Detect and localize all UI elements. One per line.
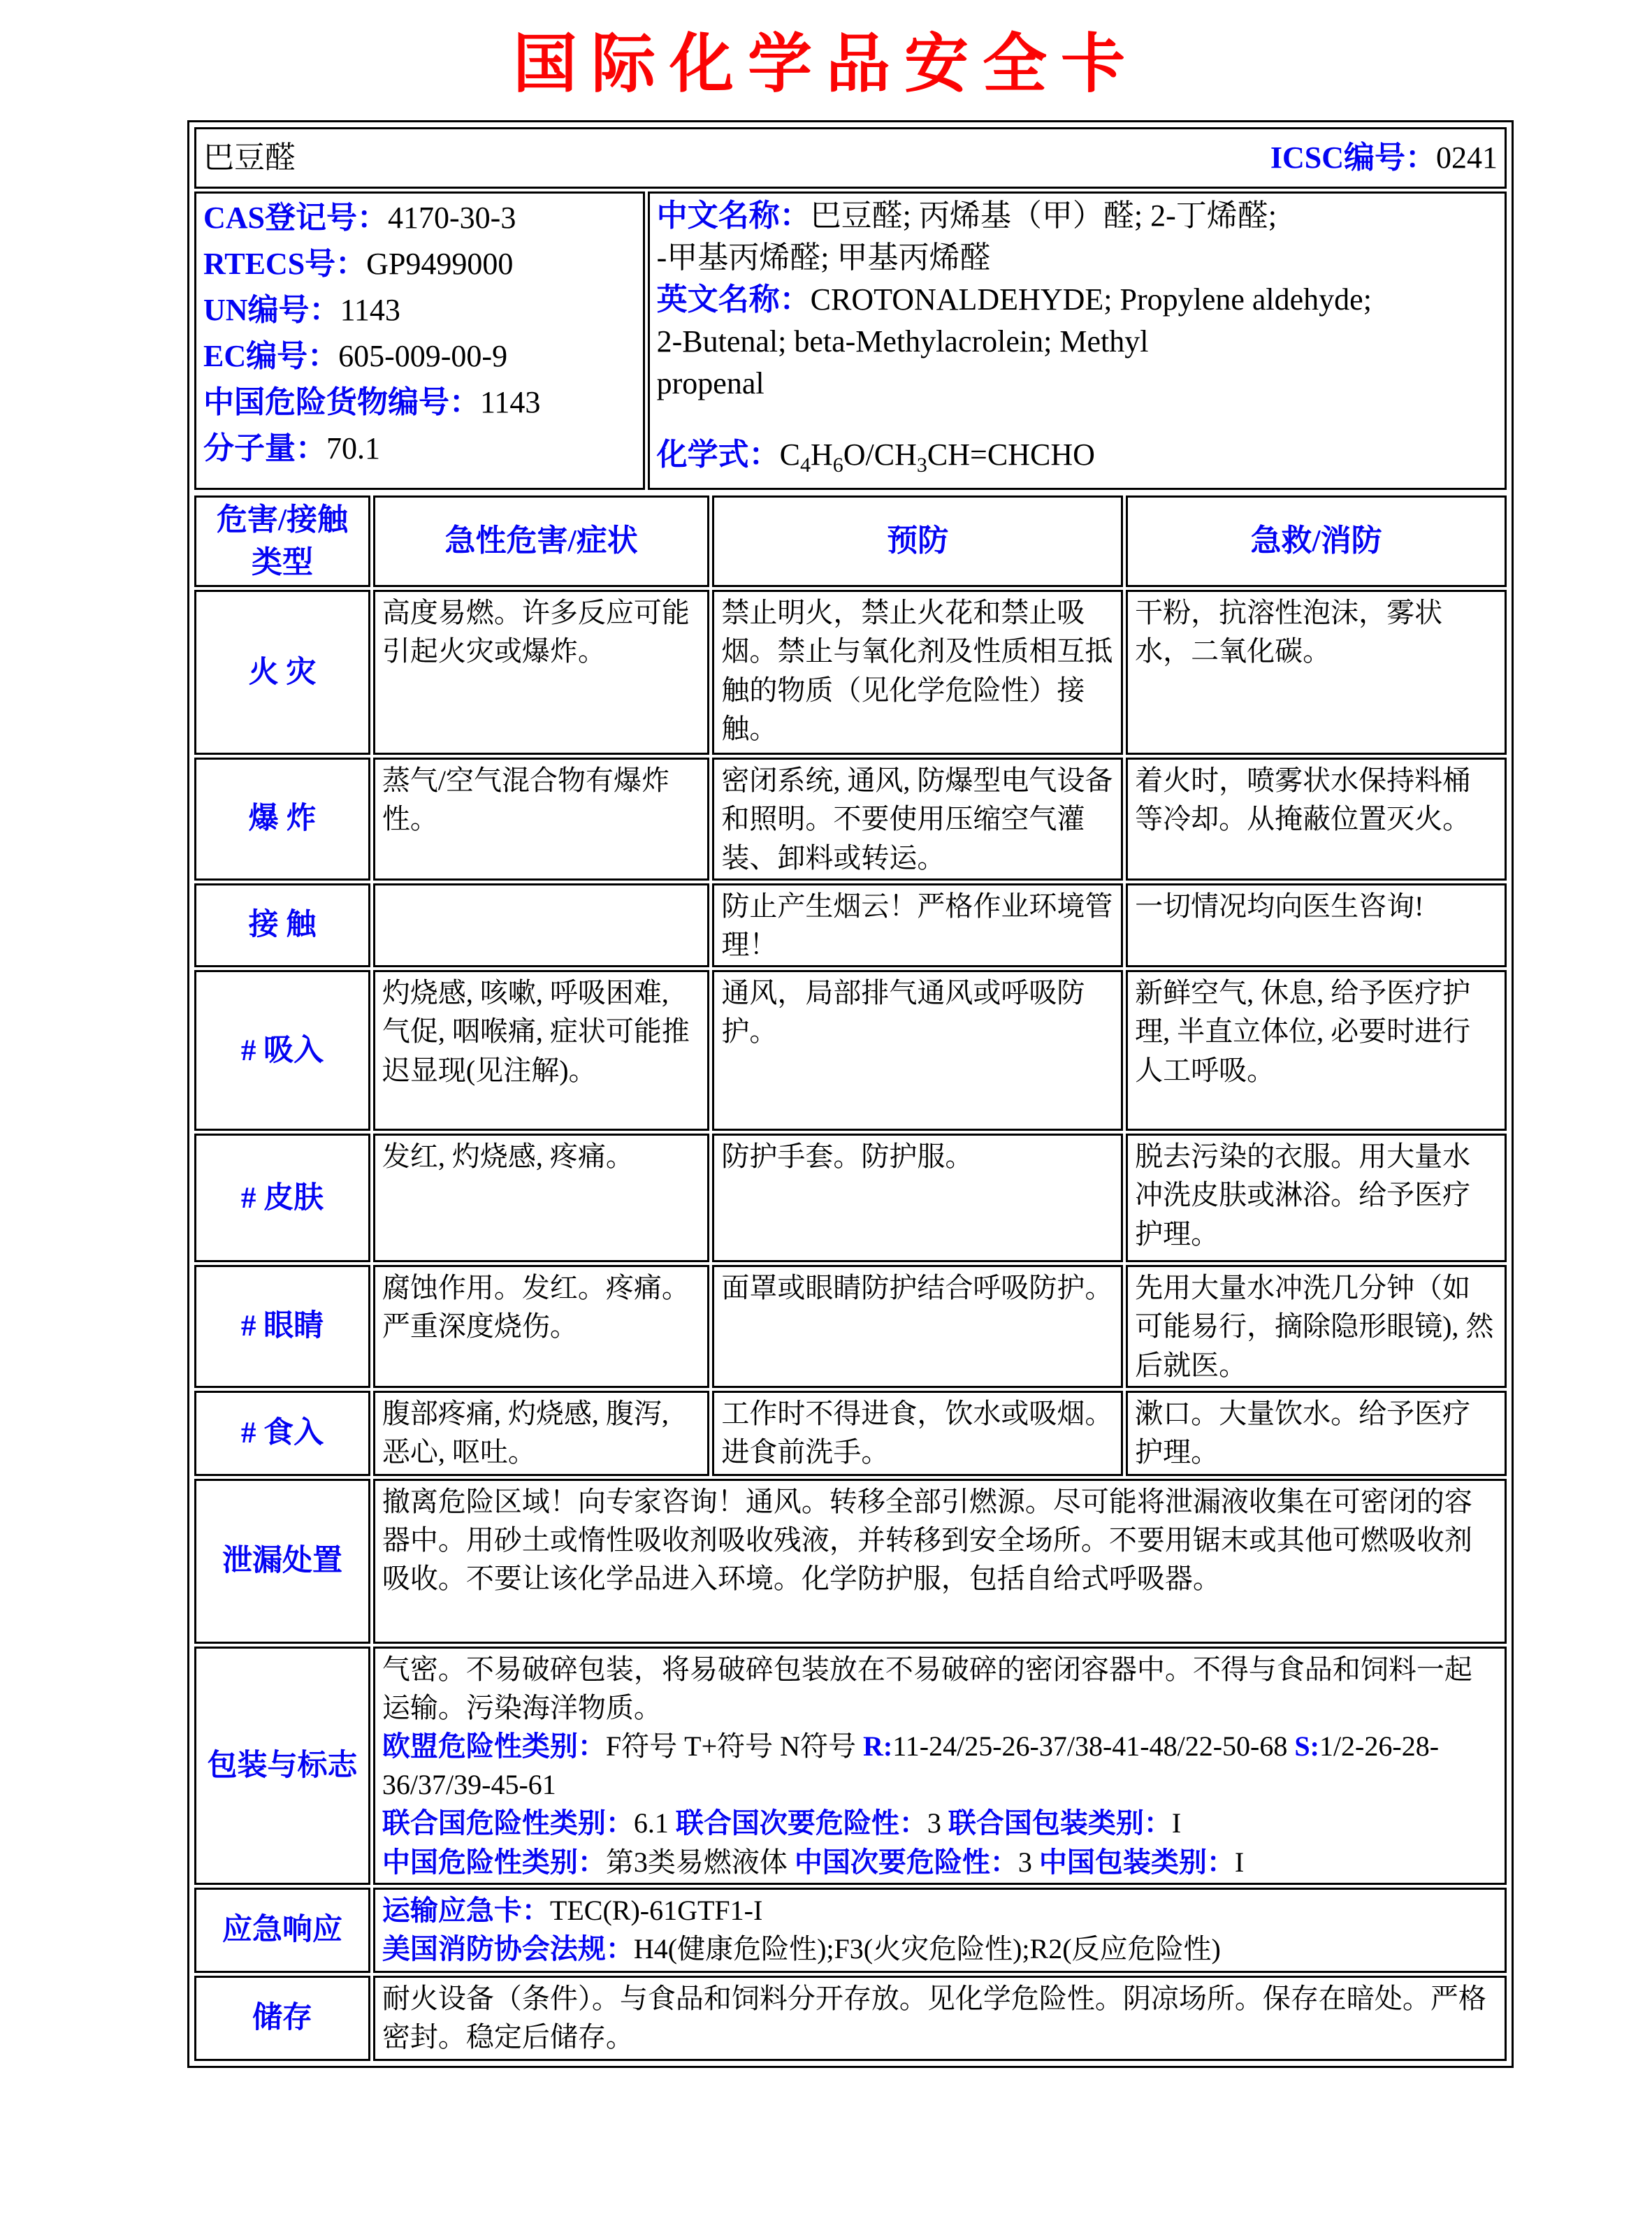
row-emergency-response [194, 1888, 1507, 1973]
en-name-line-3: propenal [656, 366, 765, 400]
ec-number-line: EC编号：605-009-00-9 [203, 339, 508, 373]
un-number-line: UN编号：1143 [203, 293, 400, 327]
en-name-line-2: 2-Butenal; beta-Methylacrolein; Methyl [656, 324, 1149, 359]
row-label-skin: # 皮肤 [194, 1134, 370, 1262]
names-cell [648, 191, 1507, 490]
icsc-number-label: ICSC编号： [1270, 140, 1436, 175]
substance-header-row [194, 127, 1507, 189]
china-dg-number-line: 中国危险货物编号：1143 [203, 385, 541, 419]
hazard-table [191, 493, 1509, 2064]
row-label-eyes: # 眼睛 [194, 1265, 370, 1388]
cell-storage: 耐火设备（条件）。与食品和饲料分开存放。见化学危险性。阴凉场所。保存在暗处。严格密封。稳定后储存。 [373, 1976, 1507, 2061]
packaging-general-text: 气密。不易破碎包装，将易破碎包装放在不易破碎的密闭容器中。不得与食品和饲料一起运输。污染海洋物质。 [382, 1653, 1472, 1723]
china-classification-line: 中国危险性类别：第3类易燃液体 中国次要危险性：3 中国包装类别：I [382, 1846, 1245, 1878]
cell-skin-firstaid: 脱去污染的衣服。用大量水冲洗皮肤或淋浴。给予医疗护理。 [1126, 1134, 1507, 1262]
nfpa-code-line: 美国消防协会法规：H4(健康危险性);F3(火灾危险性);R2(反应危险性) [382, 1933, 1221, 1965]
col-header-firstaid: 急救/消防 [1126, 495, 1507, 587]
cell-contact-symptoms [373, 883, 709, 967]
icsc-number-value: 0241 [1436, 140, 1498, 175]
row-storage [194, 1976, 1507, 2061]
row-label-fire: 火 灾 [194, 590, 370, 755]
icsc-number [1270, 137, 1498, 180]
row-spill-disposal [194, 1479, 1507, 1644]
row-fire [194, 590, 1507, 755]
cell-explosion-firstaid: 着火时，喷雾状水保持料桶等冷却。从掩蔽位置灭火。 [1126, 758, 1507, 881]
identifiers-cell [194, 191, 645, 490]
cell-eyes-firstaid: 先用大量水冲洗几分钟（如可能易行，摘除隐形眼镜), 然后就医。 [1126, 1265, 1507, 1388]
cell-ingestion-prevention: 工作时不得进食，饮水或吸烟。进食前洗手。 [712, 1391, 1123, 1476]
cell-packaging-labelling [373, 1647, 1507, 1885]
cell-skin-symptoms: 发红, 灼烧感, 疼痛。 [373, 1134, 709, 1262]
chemical-formula: $C_4H_6O/CH_3CH=CHCHO$ [779, 437, 1095, 477]
row-label-spill-disposal: 泄漏处置 [194, 1479, 370, 1644]
molecular-weight-line: 分子量：70.1 [203, 431, 380, 465]
cell-skin-prevention: 防护手套。防护服。 [712, 1134, 1123, 1262]
eu-classification-line: 欧盟危险性类别：F符号 T+符号 N符号 R:11-24/25-26-37/38-41-48/22-50-68 S:1/2-26-28-36/37/39-45-61 [382, 1730, 1440, 1801]
row-contact [194, 883, 1507, 967]
col-header-prevention: 预防 [712, 495, 1123, 587]
cell-fire-firstaid: 干粉，抗溶性泡沫，雾状水，二氧化碳。 [1126, 590, 1507, 755]
row-eyes [194, 1265, 1507, 1388]
substance-header-cell [194, 127, 1507, 189]
cell-ingestion-symptoms: 腹部疼痛, 灼烧感, 腹泻, 恶心, 呕吐。 [373, 1391, 709, 1476]
row-inhalation [194, 970, 1507, 1131]
row-ingestion [194, 1391, 1507, 1476]
row-label-ingestion: # 食入 [194, 1391, 370, 1476]
cn-name-line-2: -甲基丙烯醛; 甲基丙烯醛 [656, 240, 991, 275]
cas-number-line: CAS登记号：4170-30-3 [203, 201, 516, 235]
en-name-line-1: 英文名称：CROTONALDEHYDE; Propylene aldehyde; [656, 282, 1372, 317]
cell-explosion-prevention: 密闭系统, 通风, 防爆型电气设备和照明。不要使用压缩空气灌装、卸料或转运。 [712, 758, 1123, 881]
row-label-contact: 接 触 [194, 883, 370, 967]
cell-inhalation-prevention: 通风，局部排气通风或呼吸防护。 [712, 970, 1123, 1131]
row-packaging-labelling [194, 1647, 1507, 1885]
row-label-explosion: 爆 炸 [194, 758, 370, 881]
identity-row [194, 191, 1507, 490]
hazard-header-row [194, 495, 1507, 587]
cell-ingestion-firstaid: 漱口。大量饮水。给予医疗护理。 [1126, 1391, 1507, 1476]
transport-emergency-card-line: 运输应急卡：TEC(R)-61GTF1-I [382, 1894, 763, 1926]
cell-spill-disposal: 撤离危险区域！向专家咨询！通风。转移全部引燃源。尽可能将泄漏液收集在可密闭的容器中。用砂土或惰性吸收剂吸收残液，并转移到安全场所。不要用锯末或其他可燃吸收剂吸收。不要让该化学品进入环境。化学防护服，包括自给式呼吸器。 [373, 1479, 1507, 1644]
cn-name-line-1: 中文名称：巴豆醛; 丙烯基（甲）醛; 2-丁烯醛; [656, 198, 1277, 233]
substance-name: 巴豆醛 [203, 140, 296, 175]
col-header-symptoms: 急性危害/症状 [373, 495, 709, 587]
cell-eyes-symptoms: 腐蚀作用。发红。疼痛。严重深度烧伤。 [373, 1265, 709, 1388]
cell-contact-prevention: 防止产生烟云！严格作业环境管理！ [712, 883, 1123, 967]
top-table [191, 124, 1509, 493]
cell-contact-firstaid: 一切情况均向医生咨询! [1126, 883, 1507, 967]
row-label-inhalation: # 吸入 [194, 970, 370, 1131]
row-label-storage: 储存 [194, 1976, 370, 2061]
un-classification-line: 联合国危险性类别：6.1 联合国次要危险性：3 联合国包装类别：I [382, 1807, 1182, 1839]
cell-emergency-response [373, 1888, 1507, 1973]
cell-inhalation-symptoms: 灼烧感, 咳嗽, 呼吸困难, 气促, 咽喉痛, 症状可能推迟显现(见注解)。 [373, 970, 709, 1131]
cell-eyes-prevention: 面罩或眼睛防护结合呼吸防护。 [712, 1265, 1123, 1388]
chemical-formula-line: 化学式：$C_4H_6O/CH_3CH=CHCHO$ [656, 437, 1095, 477]
cell-fire-prevention: 禁止明火，禁止火花和禁止吸烟。禁止与氧化剂及性质相互抵触的物质（见化学危险性）接触。 [712, 590, 1123, 755]
cell-inhalation-firstaid: 新鲜空气, 休息, 给予医疗护理, 半直立体位, 必要时进行人工呼吸。 [1126, 970, 1507, 1131]
col-header-hazard-type: 危害/接触类型 [194, 495, 370, 587]
row-explosion [194, 758, 1507, 881]
cell-explosion-symptoms: 蒸气/空气混合物有爆炸性。 [373, 758, 709, 881]
page-title: 国际化学品安全卡 [512, 29, 1139, 100]
rtecs-number-line: RTECS号：GP9499000 [203, 247, 514, 281]
row-label-emergency-response: 应急响应 [194, 1888, 370, 1973]
row-skin [194, 1134, 1507, 1262]
icsc-card [187, 120, 1514, 2068]
cell-fire-symptoms: 高度易燃。许多反应可能引起火灾或爆炸。 [373, 590, 709, 755]
row-label-packaging-labelling: 包装与标志 [194, 1647, 370, 1885]
